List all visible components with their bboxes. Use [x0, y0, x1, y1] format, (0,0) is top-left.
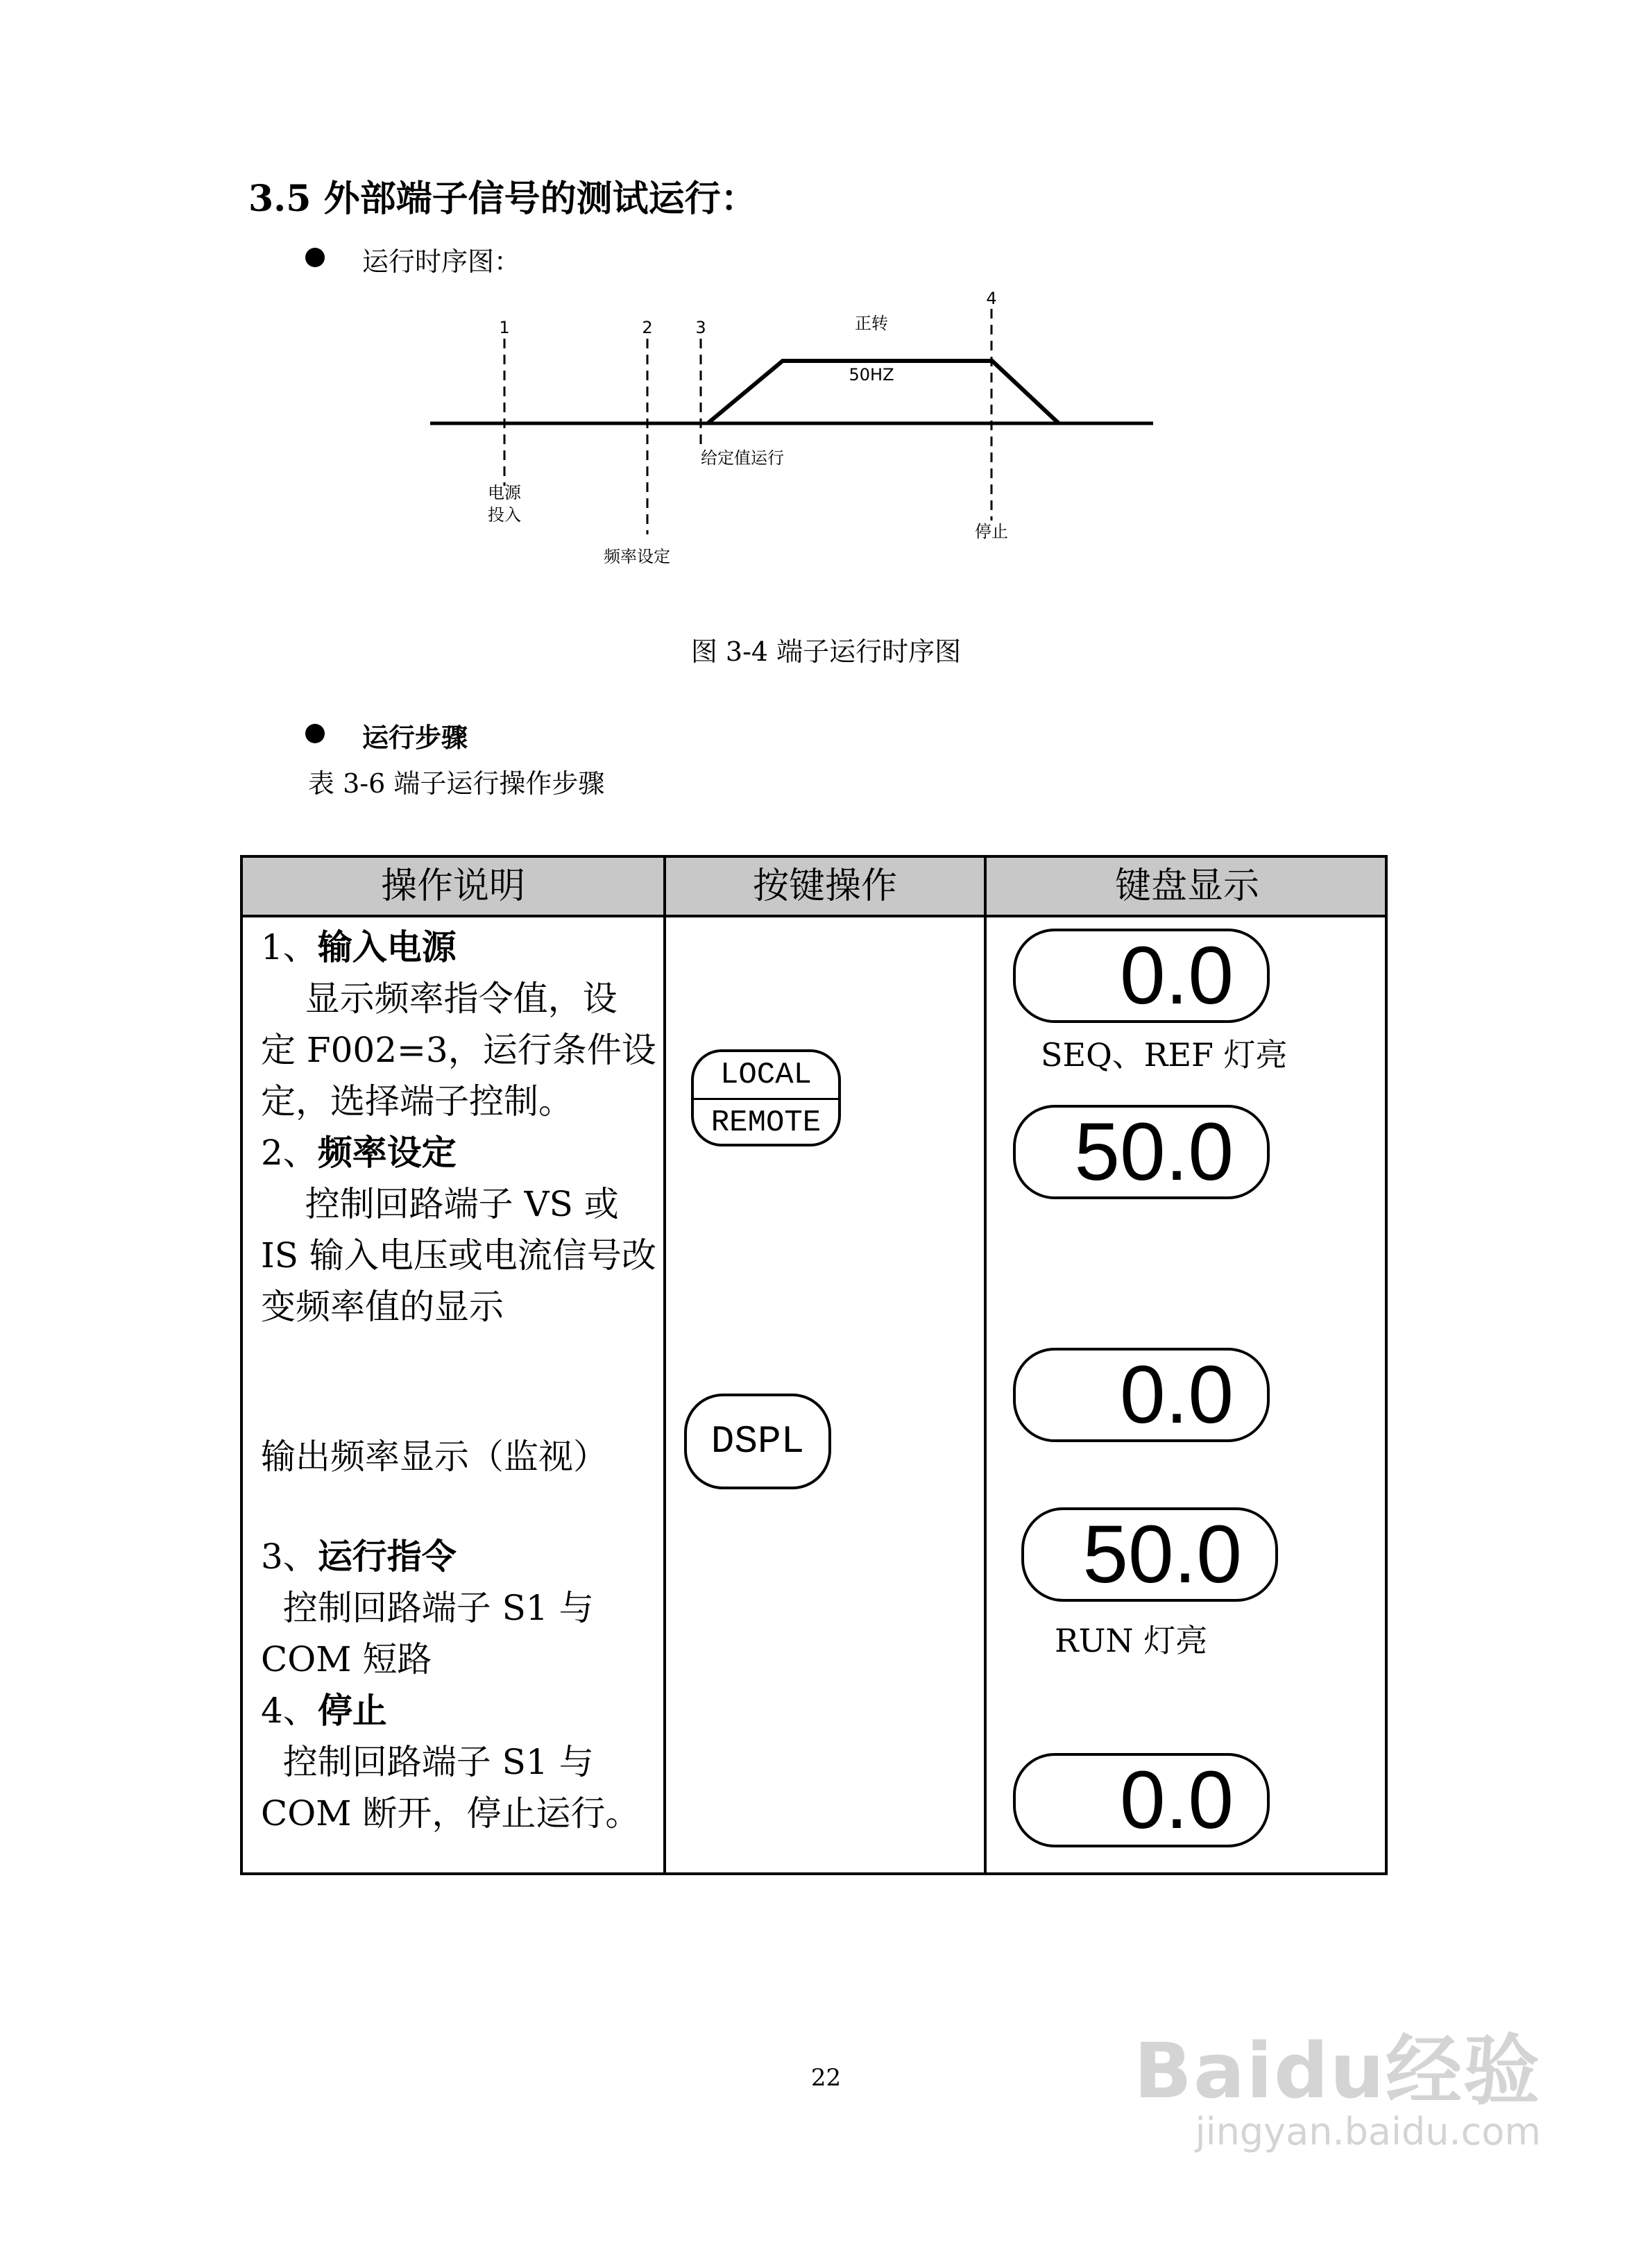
- timing-diagram: [416, 278, 1180, 583]
- local-remote-key[interactable]: [691, 1049, 841, 1146]
- label-power-2: 投入: [488, 505, 521, 525]
- step-4-line: COM 断开，停止运行。: [261, 1793, 640, 1834]
- step-1-line: 显示频率指令值，设: [261, 979, 618, 1019]
- step-1-line: 定 F002=3，运行条件设: [261, 1030, 656, 1070]
- display-value: 50.0: [1074, 1106, 1234, 1198]
- dspl-key[interactable]: DSPL: [684, 1394, 831, 1489]
- lcd-display: [1013, 1348, 1270, 1442]
- step-1-line: 定，选择端子控制。: [261, 1081, 573, 1122]
- marker-1: 1: [499, 318, 510, 337]
- header-keypad-display: 键盘显示: [1114, 865, 1259, 907]
- page-number: 22: [810, 2064, 842, 2092]
- marker-4: 4: [986, 289, 997, 308]
- bullet-dot: [305, 248, 325, 267]
- step-2-line: 变频率值的显示: [261, 1287, 504, 1327]
- figure-caption: 图 3-4 端子运行时序图: [690, 636, 962, 667]
- header-key-operation: 按键操作: [752, 865, 897, 907]
- step-3-line: COM 短路: [261, 1639, 432, 1679]
- display-value: 50.0: [1082, 1509, 1242, 1600]
- column-divider: [663, 858, 666, 1872]
- lcd-display: [1013, 1753, 1270, 1847]
- lcd-display: [1021, 1507, 1278, 1602]
- label-stop: 停止: [975, 522, 1008, 541]
- local-label: LOCAL: [719, 1058, 812, 1092]
- display-value: 0.0: [1119, 1754, 1234, 1846]
- display-value: 0.0: [1119, 1349, 1234, 1441]
- table-caption: 表 3-6 端子运行操作步骤: [308, 768, 605, 799]
- step-4-line: 控制回路端子 S1 与: [261, 1742, 594, 1782]
- bullet-dot: [305, 724, 325, 743]
- watermark-url: jingyan.baidu.com: [1195, 2110, 1541, 2153]
- bullet-steps: 运行步骤: [362, 722, 468, 753]
- label-forward: 正转: [855, 314, 888, 333]
- key-divider: [694, 1098, 838, 1100]
- step-3-title: 3、运行指令: [261, 1536, 457, 1577]
- step-2-line: IS 输入电压或电流信号改: [261, 1235, 656, 1276]
- step-4-title: 4、停止: [261, 1690, 387, 1731]
- steps-table: [240, 855, 1388, 1875]
- run-note: RUN 灯亮: [1055, 1622, 1208, 1659]
- label-50hz: 50HZ: [849, 365, 894, 384]
- header-description: 操作说明: [380, 865, 525, 907]
- remote-label: REMOTE: [710, 1106, 821, 1140]
- bullet-timing: 运行时序图：: [362, 246, 521, 277]
- step-2-line: 控制回路端子 VS 或: [261, 1184, 619, 1224]
- marker-2: 2: [642, 318, 653, 337]
- label-freq-set: 频率设定: [604, 547, 670, 566]
- step-3-line: 控制回路端子 S1 与: [261, 1588, 594, 1628]
- column-divider: [984, 858, 987, 1872]
- step-2-title: 2、频率设定: [261, 1132, 457, 1173]
- step-1-title: 1、输入电源: [261, 926, 457, 967]
- label-run-ref: 给定值运行: [701, 448, 784, 468]
- seq-ref-note: SEQ、REF 灯亮: [1041, 1036, 1288, 1074]
- display-value: 0.0: [1119, 930, 1234, 1022]
- baidu-watermark: Baidu经验: [1134, 2026, 1541, 2115]
- lcd-display: [1013, 929, 1270, 1023]
- marker-3: 3: [695, 318, 706, 337]
- label-power-1: 电源: [488, 483, 521, 502]
- monitor-line: 输出频率显示（监视）: [261, 1437, 608, 1477]
- section-title: 3.5 外部端子信号的测试运行：: [248, 178, 757, 220]
- lcd-display: [1013, 1105, 1270, 1199]
